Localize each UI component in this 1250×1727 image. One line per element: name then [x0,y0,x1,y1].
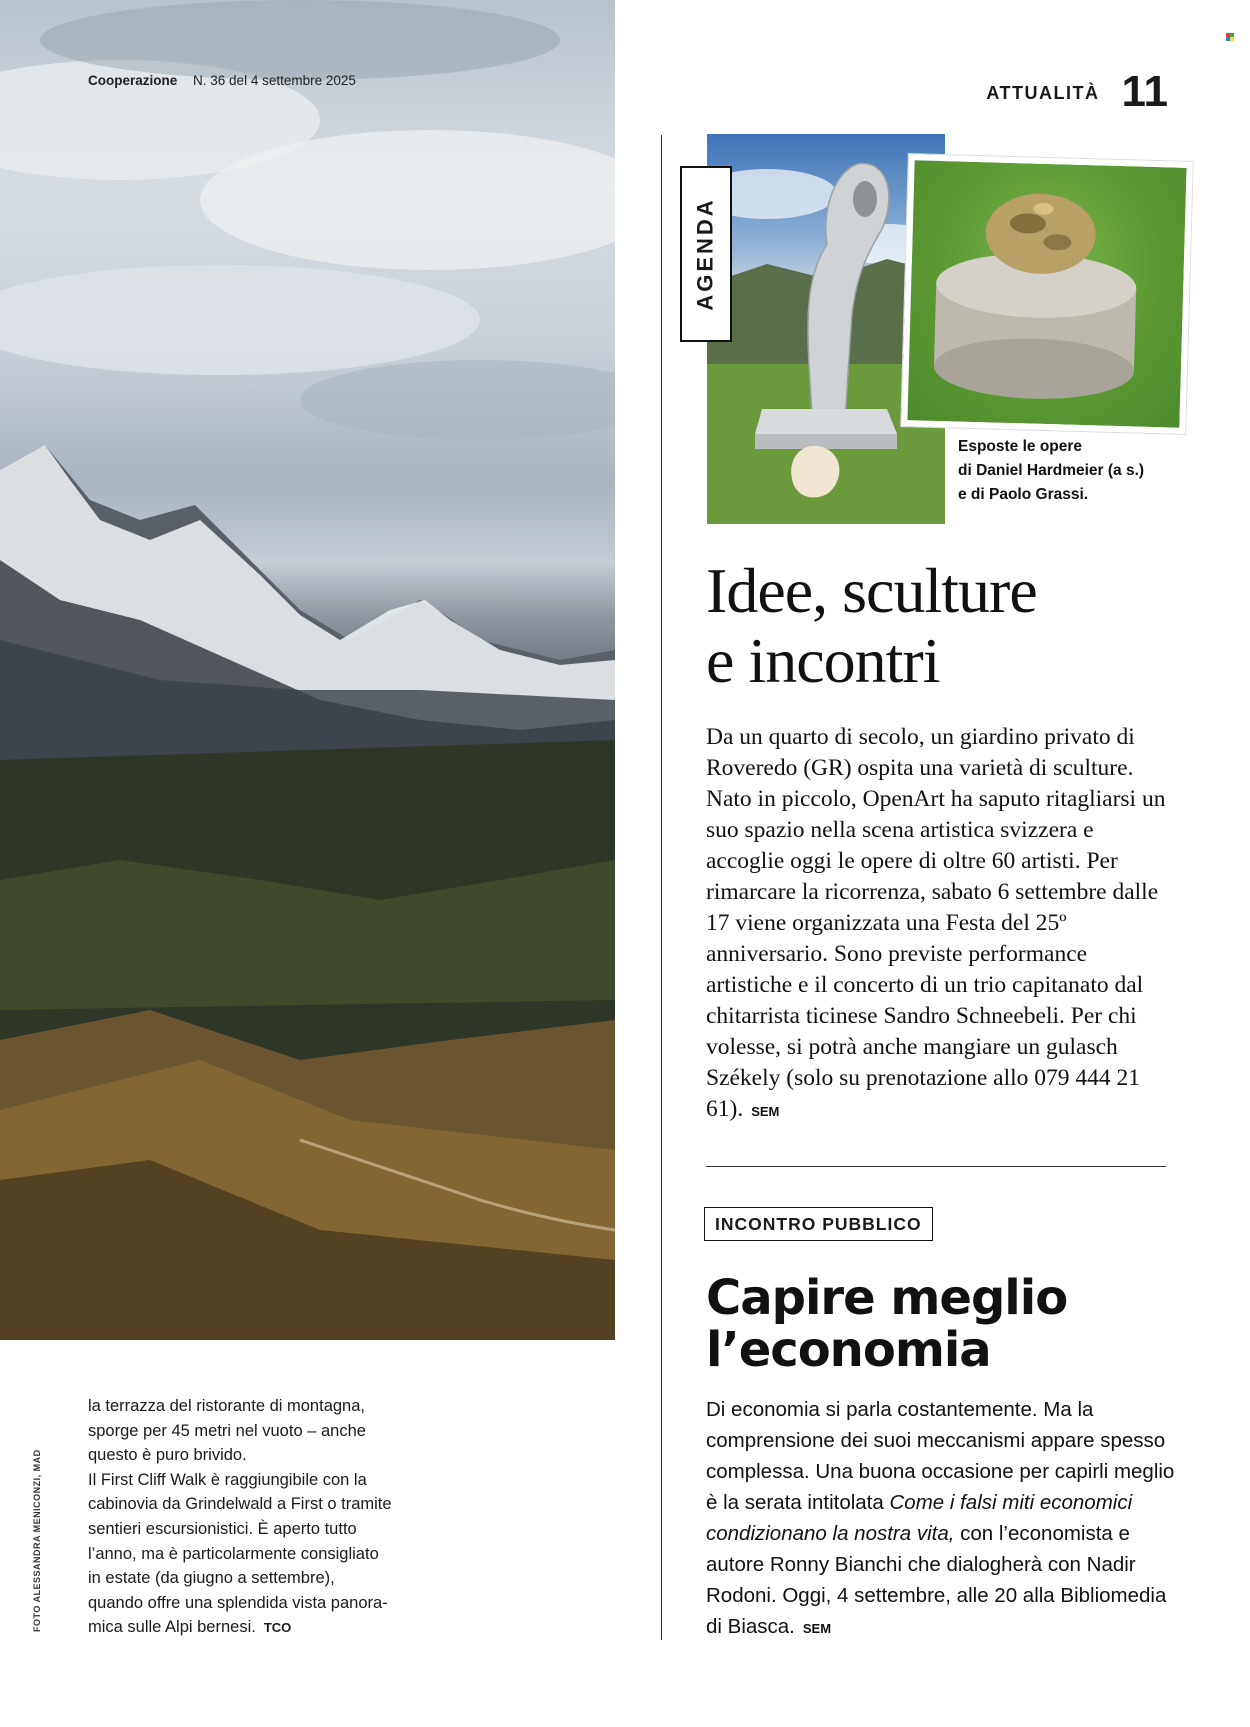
incontro-tag: INCONTRO PUBBLICO [704,1207,933,1241]
section-divider [706,1166,1166,1167]
color-marks-icon [1226,33,1234,41]
mountain-illustration [0,0,615,1340]
article-signature: TCO [263,1620,292,1636]
section-header [986,67,1168,116]
incontro-title: Capire meglio l’economia [706,1270,1068,1378]
event-title: Come i falsi miti economici condizionano la nostra vita, [706,1491,1133,1545]
agenda-title: Idee, sculture e incontri [706,555,1037,696]
section-name: ATTUALITÀ [986,83,1100,103]
agenda-label: AGENDA [680,166,732,342]
first-cliff-walk-article: la terrazza del ristorante di montagna, sporge per 45 metri nel vuoto – anche questo è puro brivido. Il First Cliff Walk è raggiungibile con la cabinovia da Grindelwald a First o tramite sentieri escursionistici. È aperto tutto l’anno, ma è particolarmente consigliato in estate (da giugno a settembre), quando offre una splendida vista panora- mica sulle Alpi bernesi. TCO [88,1397,392,1637]
publication-header [88,73,356,88]
issue-date: N. 36 del 4 settembre 2025 [193,73,356,88]
column-divider [661,135,662,1640]
incontro-signature: SEM [802,1621,832,1636]
mountain-photo [0,0,615,1340]
sculture-photo-grassi [901,154,1192,434]
agenda-signature: SEM [751,1104,780,1119]
photo-credit: FOTO ALESSANDRA MENICONZI, MAD [32,1449,42,1632]
page-number: 11 [1121,67,1168,116]
agenda-body: Da un quarto di secolo, un giardino privato di Roveredo (GR) ospita una varietà di sculture. Nato in piccolo, OpenArt ha saputo ritagliarsi un suo spazio nella scena artistica svizzera e accoglie oggi le opere di oltre 60 artisti. Per rimarcare la ricorrenza, sabato 6 settembre dalle 17 viene organizzata una Festa del 25º anniversario. Sono previste performance artistiche e il concerto di un trio capitanato dal chitarrista ticinese Sandro Schneebeli. Per chi volesse, si potrà anche mangiare un gulasch Székely (solo su prenotazione allo 079 444 21 61). SEM [706,724,1166,1122]
incontro-body: Di economia si parla costantemente. Ma la comprensione dei suoi meccanismi appare spesso complessa. Una buona occasione per capirli meglio è la serata intitolata Come i falsi miti economici condizionano la nostra vita, con l’economista e autore Ronny Bianchi che dialogherà con Nadir Rodoni. Oggi, 4 settembre, alle 20 alla Bibliomedia di Biasca. SEM [706,1398,1175,1638]
publication-name: Cooperazione [88,73,178,88]
photo-caption: Esposte le opere di Daniel Hardmeier (a s.) e di Paolo Grassi. [958,438,1145,503]
sculpture-illustration-2 [907,160,1186,427]
